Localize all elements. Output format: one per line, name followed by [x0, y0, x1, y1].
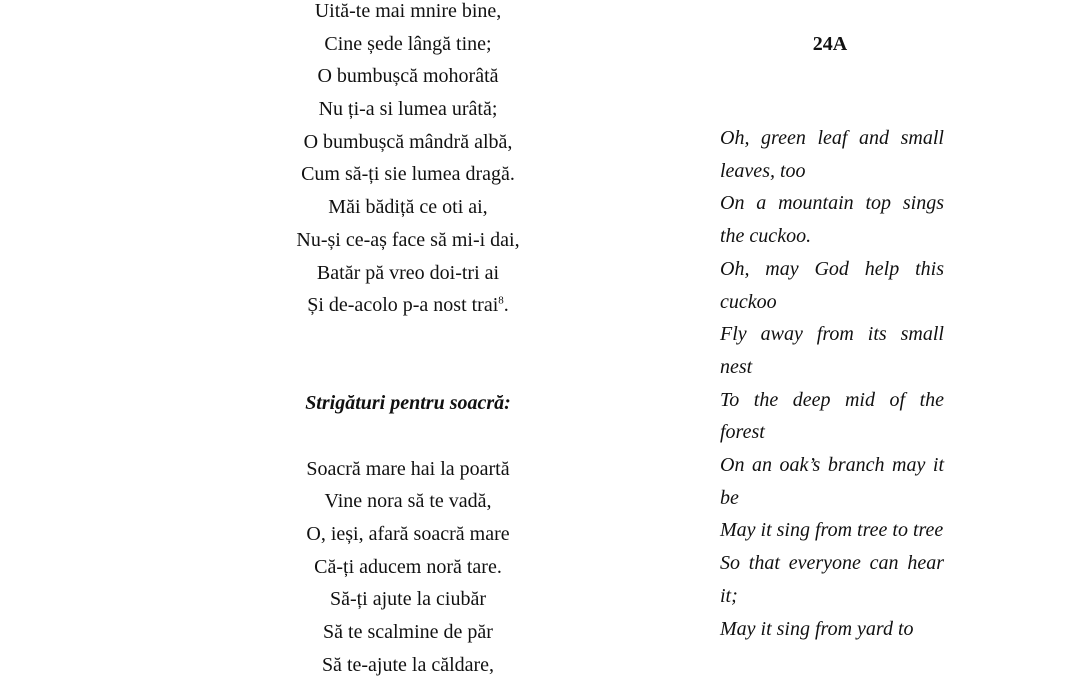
blank-gap — [208, 322, 608, 355]
verse-line: Măi bădiță ce oti ai, — [328, 196, 488, 219]
translation-line: May it sing from tree to tree — [720, 519, 944, 542]
verse-line: Să te-ajute la căldare, — [321, 653, 495, 676]
verse-line: O, ieși, afară soacră mare — [306, 523, 510, 545]
verse-line-with-footnote — [208, 289, 608, 322]
blank-gap — [208, 420, 608, 453]
verse-line: O bumbușcă mândră albă, — [303, 130, 513, 153]
translation-verse — [720, 122, 944, 645]
verse-line-text: Și de-acolo p-a nost trai — [307, 294, 499, 317]
section-heading: Strigături pentru soacră: — [305, 392, 511, 415]
verse-line: Soacră mare hai la poartă — [306, 457, 510, 480]
translation-line: Fly away from its small nest — [720, 323, 944, 378]
footnote-marker: 8 — [498, 294, 504, 307]
verse-line: Cine șede lângă tine; — [324, 32, 492, 55]
translation-line: So that everyone can hear it; — [720, 552, 944, 607]
verse-line: Să-ți ajute la ciubăr — [329, 588, 487, 611]
blank-gap — [208, 355, 608, 388]
verse-line: Cum să-ți sie lumea dragă. — [301, 163, 515, 186]
translation-line: On a mountain top sings the cuckoo. — [720, 192, 944, 248]
verse-line: Nu ți-a si lumea urâtă; — [318, 98, 498, 121]
verse-line: Că-ți aducem noră tare. — [314, 555, 502, 578]
translation-line: Oh, green leaf and small leaves, too — [720, 127, 944, 182]
verse-line: Vine nora să te vadă, — [324, 490, 492, 513]
translation-line: Oh, may God help this cuckoo — [720, 257, 944, 313]
translation-line: May it sing from yard to — [720, 617, 914, 640]
verse-line: O bumbușcă mohorâtă — [317, 65, 499, 88]
song-number-title: 24A — [812, 33, 848, 55]
translation-line: On an oak’s branch may it be — [720, 454, 944, 509]
verse-line: Nu-și ce-aș face să mi-i dai, — [296, 228, 520, 251]
verse-line: Uită-te mai mnire bine, — [314, 0, 502, 22]
translation-line: To the deep mid of the forest — [720, 388, 944, 444]
verse-line-end: . — [503, 294, 509, 317]
verse-line: Batăr pă vreo doi-tri ai — [316, 261, 500, 284]
verse-line: Să te scalmine de păr — [323, 621, 493, 644]
romanian-verse-column — [208, 0, 608, 681]
